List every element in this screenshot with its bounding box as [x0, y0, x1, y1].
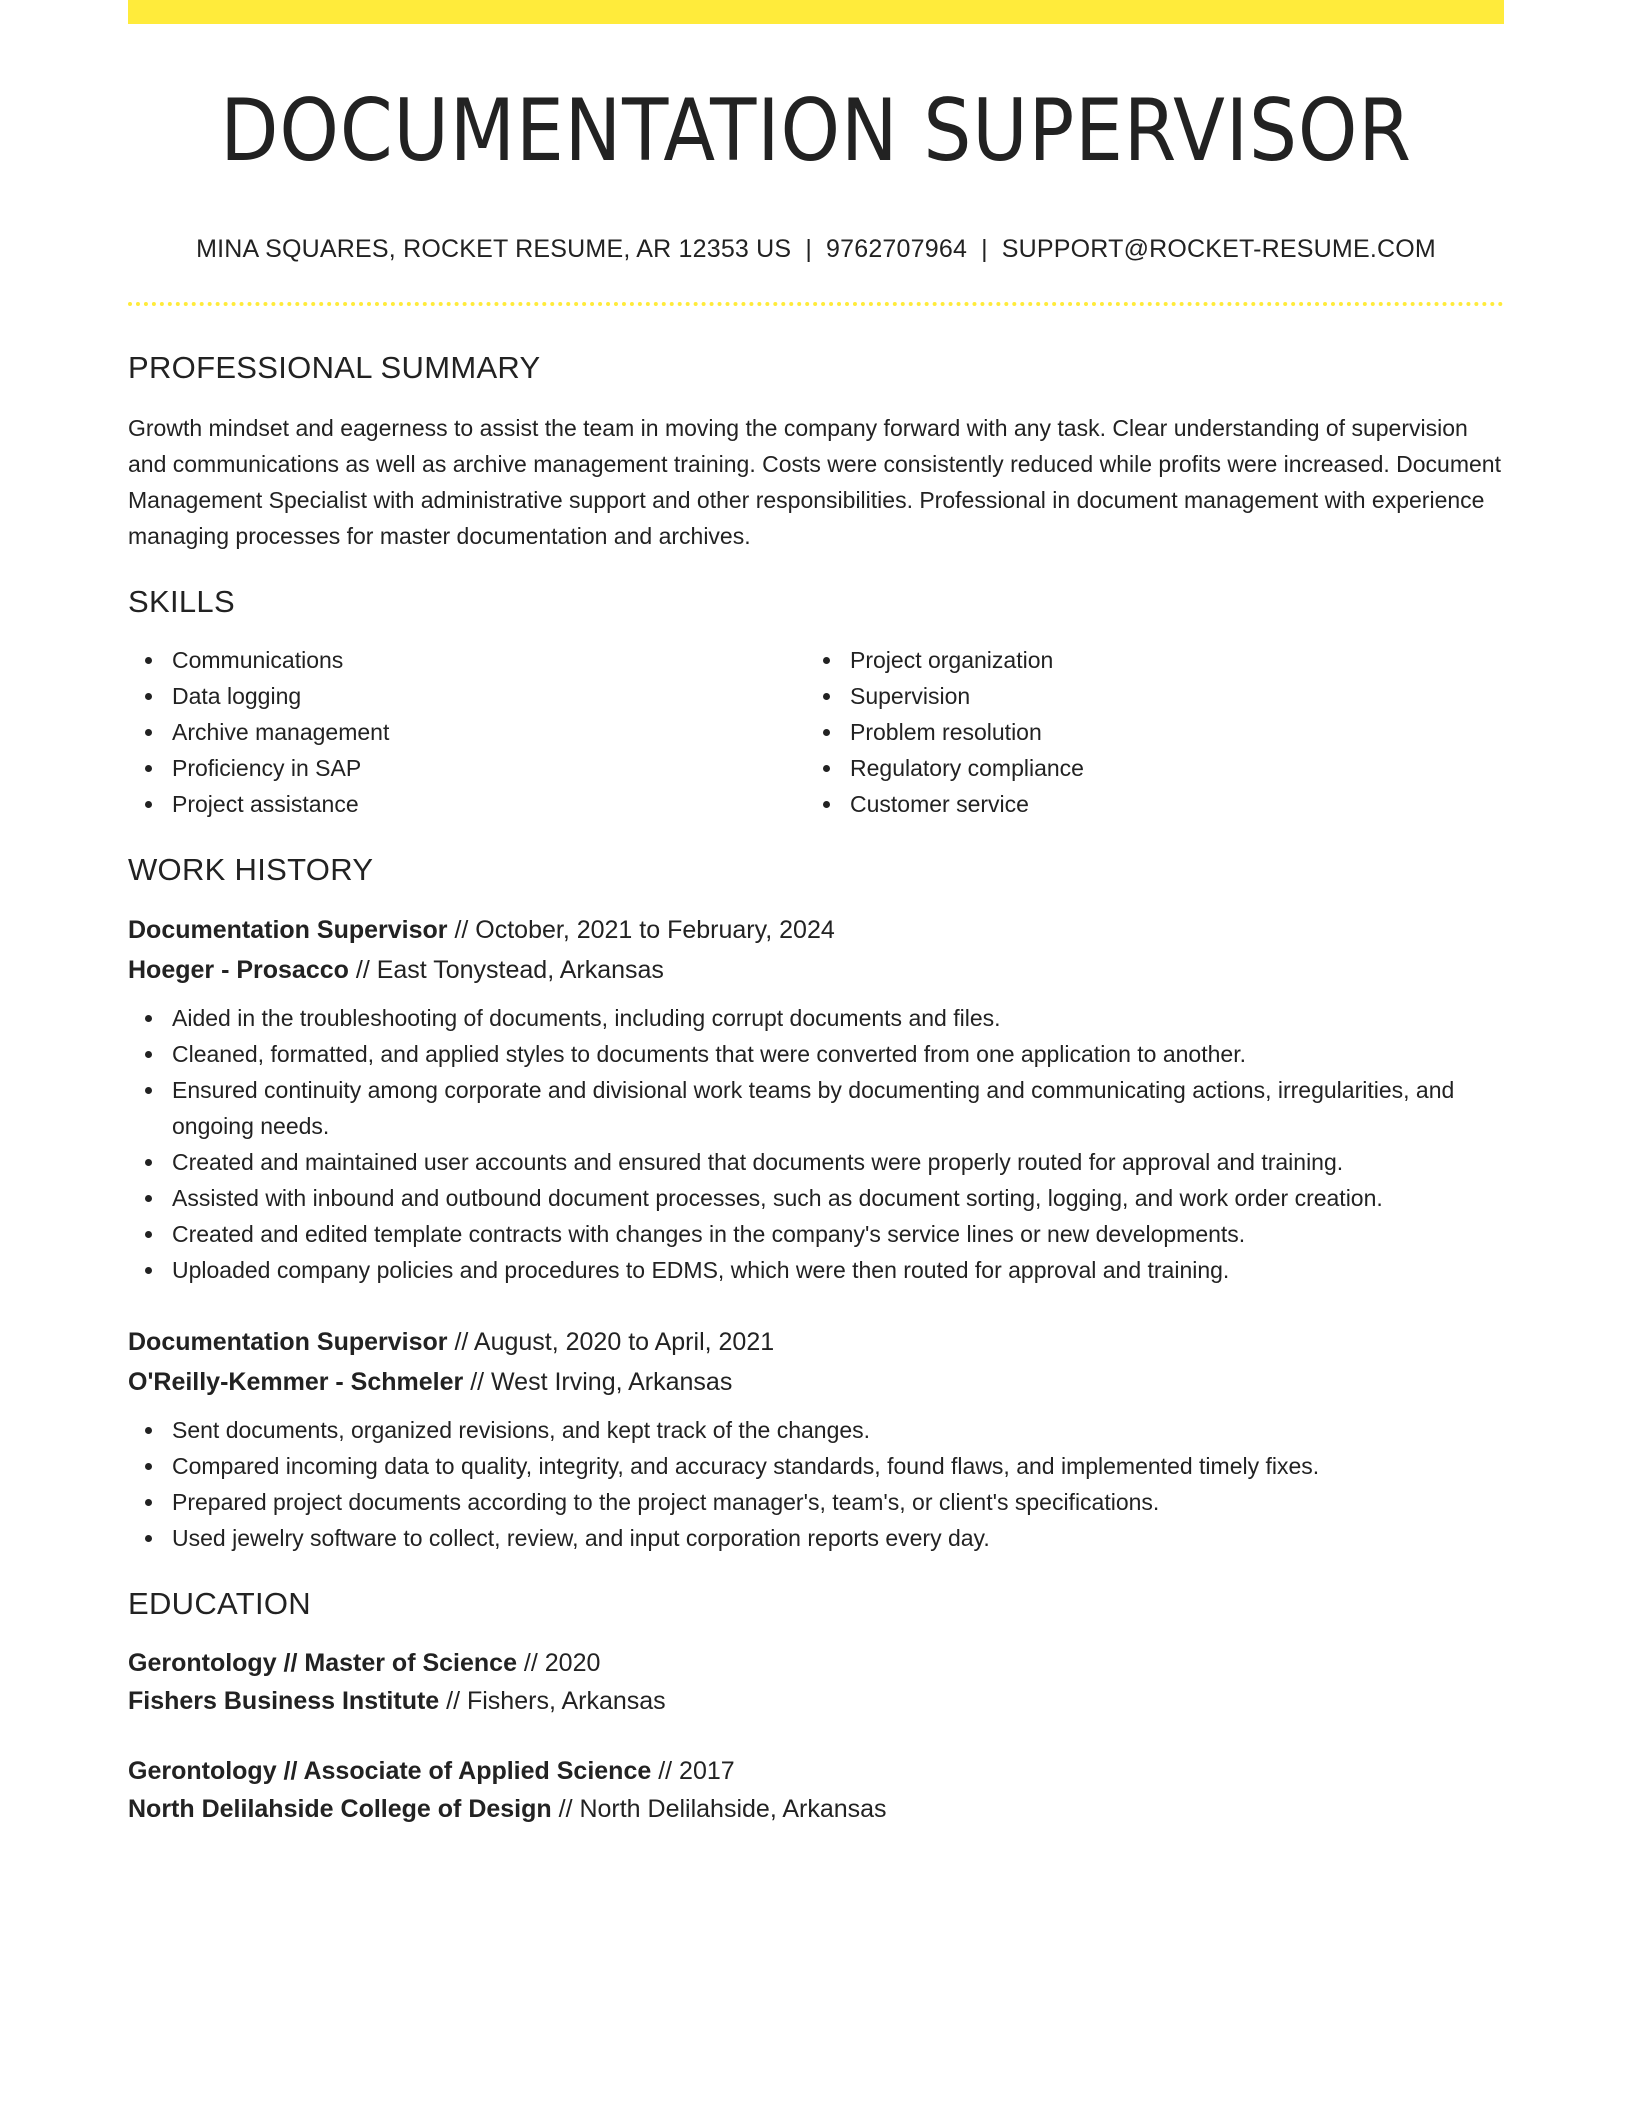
summary-text: Growth mindset and eagerness to assist the team in moving the company forward with any task. Clear understanding of supervision and communications as well as archive management training. Costs were consistently reduced while profits were increased. Document Management Specialist with administrative support and other responsibilities. Professional in document management with experience managing processes for master documentation and archives. [128, 414, 1501, 549]
job-bullet: Used jewelry software to collect, review, and input corporation reports every day. [128, 1520, 1504, 1556]
job-bullet: Aided in the troubleshooting of documents, including corrupt documents and files. [128, 1000, 1504, 1036]
job-bullet: Sent documents, organized revisions, and kept track of the changes. [128, 1412, 1504, 1448]
top-accent-bar [128, 0, 1504, 24]
contact-phone[interactable]: 9762707964 [826, 234, 968, 263]
education-school: Fishers Business Institute [128, 1686, 440, 1715]
job-bullet: Created and edited template contracts with changes in the company's service lines or new developments. [128, 1216, 1504, 1252]
job-dates: // August, 2020 to April, 2021 [447, 1327, 775, 1356]
education-degree: Gerontology // Master of Science [128, 1648, 517, 1677]
job-company-line [128, 950, 1504, 990]
skill-item: Project assistance [128, 786, 806, 822]
contact-line [128, 235, 1504, 264]
job-location: // West Irving, Arkansas [463, 1367, 733, 1396]
job-bullets [128, 1412, 1504, 1556]
education-school-line [128, 1790, 1504, 1828]
education-degree-line [128, 1752, 1504, 1790]
skill-item: Archive management [128, 714, 806, 750]
job-entry [128, 1322, 1504, 1556]
job-bullet: Compared incoming data to quality, integrity, and accuracy standards, found flaws, and implemented timely fixes. [128, 1448, 1504, 1484]
job-bullets [128, 1000, 1504, 1288]
skill-item: Problem resolution [806, 714, 1484, 750]
education-year: // 2020 [516, 1648, 601, 1677]
job-location: // East Tonystead, Arkansas [348, 955, 664, 984]
job-bullet: Cleaned, formatted, and applied styles to documents that were converted from one application to another. [128, 1036, 1504, 1072]
education-location: // Fishers, Arkansas [439, 1686, 666, 1715]
job-dates: // October, 2021 to February, 2024 [447, 915, 835, 944]
skills-list [128, 642, 1504, 822]
job-company: Hoeger - Prosacco [128, 955, 349, 984]
skill-item: Customer service [806, 786, 1484, 822]
education-school: North Delilahside College of Design [128, 1794, 552, 1823]
skill-item: Supervision [806, 678, 1484, 714]
education-degree: Gerontology // Associate of Applied Science [128, 1756, 652, 1785]
job-bullet: Created and maintained user accounts and ensured that documents were properly routed for approval and training. [128, 1144, 1504, 1180]
education-location: // North Delilahside, Arkansas [551, 1794, 887, 1823]
work-history-heading: WORK HISTORY [128, 851, 374, 887]
job-bullet: Uploaded company policies and procedures to EDMS, which were then routed for approval and training. [128, 1252, 1504, 1288]
job-bullet: Prepared project documents according to the project manager's, team's, or client's specifications. [128, 1484, 1504, 1520]
contact-separator: | [805, 234, 813, 263]
contact-address: MINA SQUARES, ROCKET RESUME, AR 12353 US [196, 234, 792, 263]
job-role-line [128, 910, 1504, 950]
job-entry [128, 910, 1504, 1288]
job-bullet: Assisted with inbound and outbound document processes, such as document sorting, logging, and work order creation. [128, 1180, 1504, 1216]
dotted-divider [128, 302, 1504, 306]
contact-email[interactable]: SUPPORT@ROCKET-RESUME.COM [1001, 234, 1436, 263]
summary-heading: PROFESSIONAL SUMMARY [128, 349, 541, 385]
skills-heading: SKILLS [128, 583, 235, 619]
skills-column-left [128, 642, 806, 822]
contact-separator: | [981, 234, 988, 263]
skill-item: Regulatory compliance [806, 750, 1484, 786]
job-company: O'Reilly-Kemmer - Schmeler [128, 1367, 464, 1396]
education-school-line [128, 1682, 1504, 1720]
education-year: // 2017 [651, 1756, 735, 1785]
skill-item: Data logging [128, 678, 806, 714]
job-company-line [128, 1362, 1504, 1402]
job-role: Documentation Supervisor [128, 1327, 448, 1356]
job-bullet: Ensured continuity among corporate and divisional work teams by documenting and communicating actions, irregularities, and ongoing needs. [128, 1072, 1504, 1144]
education-entry [128, 1644, 1504, 1720]
skill-item: Communications [128, 642, 806, 678]
skills-column-right [806, 642, 1484, 822]
skill-item: Project organization [806, 642, 1484, 678]
skill-item: Proficiency in SAP [128, 750, 806, 786]
education-entry [128, 1752, 1504, 1828]
job-role: Documentation Supervisor [128, 915, 448, 944]
resume-page [128, 0, 1504, 1828]
resume-title: DOCUMENTATION SUPERVISOR [220, 81, 1412, 181]
job-role-line [128, 1322, 1504, 1362]
education-heading: EDUCATION [128, 1585, 311, 1621]
education-degree-line [128, 1644, 1504, 1682]
